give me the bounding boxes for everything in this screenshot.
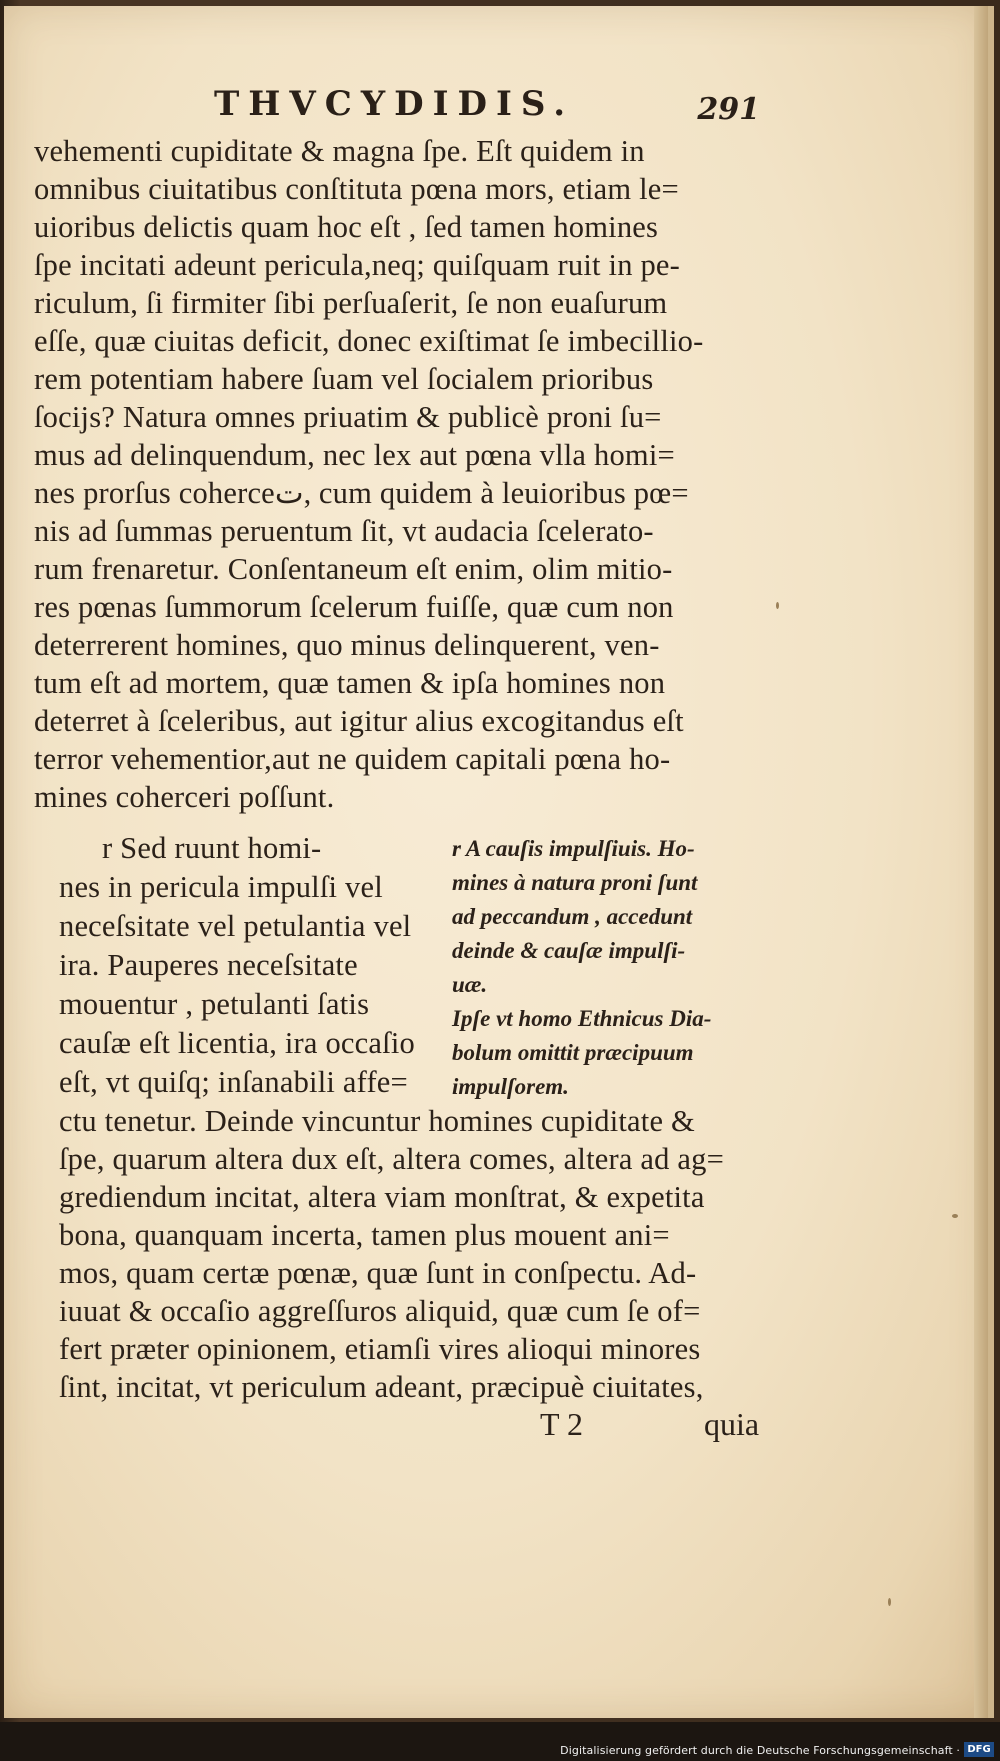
marginal-note-line: mines à natura proni ſunt [452, 870, 698, 895]
digitization-credit: Digitalisierung gefördert durch die Deutsche Forschungsgemeinschaft · [560, 1744, 960, 1757]
split-line: r Sed ruunt homi- [102, 831, 322, 865]
marginal-note-line: bolum omittit præcipuum [452, 1040, 694, 1065]
text-line: uioribus delictis quam hoc eſt , ſed tamen homines [34, 210, 659, 244]
page-number: 291 [697, 92, 760, 127]
split-line: eſt, vt quiſq; inſanabili affe= [59, 1065, 408, 1099]
running-title: THVCYDIDIS. [214, 84, 575, 124]
split-line: ira. Pauperes neceſsitate [59, 948, 358, 982]
split-line: mouentur , petulanti ſatis [59, 987, 370, 1021]
text-line: ſpe incitati adeunt pericula,neq; quiſquam ruit in pe- [34, 248, 681, 282]
paper-speck [888, 1598, 891, 1606]
text-line: eſſe, quæ ciuitas deficit, donec exiſtimat ſe imbecillio- [34, 324, 704, 358]
paper-speck [776, 602, 779, 609]
marginal-note-line: Ipſe vt homo Ethnicus Dia- [452, 1006, 712, 1031]
text-line: terror vehementior,aut ne quidem capitali pœna ho- [34, 742, 671, 776]
text-line: res pœnas ſummorum ſcelerum fuiſſe, quæ cum non [34, 590, 674, 624]
dfg-logo: DFG [964, 1742, 994, 1757]
paper-speck [952, 1214, 958, 1218]
signature-mark: T 2 [540, 1406, 583, 1442]
text-line: bona, quanquam incerta, tamen plus mouent ani= [59, 1218, 670, 1252]
text-line: iuuat & occaſio aggreſſuros aliquid, quæ cum ſe of= [59, 1294, 701, 1328]
text-line: deterret à ſceleribus, aut igitur alius excogitandus eſt [34, 704, 684, 738]
marginal-note-line: deinde & cauſæ impulſi- [452, 938, 686, 963]
split-line: neceſsitate vel petulantia vel [59, 909, 412, 943]
catchword: quia [704, 1406, 760, 1442]
text-line: nis ad ſummas peruentum ſit, vt audacia ſcelerato- [34, 514, 654, 548]
text-line: ctu tenetur. Deinde vincuntur homines cupiditate & [59, 1104, 695, 1138]
text-line: vehementi cupiditate & magna ſpe. Eſt quidem in [34, 134, 645, 168]
text-line: rum frenaretur. Conſentaneum eſt enim, olim mitio- [34, 552, 673, 586]
split-line: nes in pericula impulſi vel [59, 870, 383, 904]
marginal-note-line: uæ. [452, 972, 488, 997]
marginal-note-line: ad peccandum , accedunt [452, 904, 693, 929]
marginal-note-line: impulſorem. [452, 1074, 569, 1099]
text-line: nes prorſus coherceت, cum quidem à leuioribus pœ= [34, 476, 689, 510]
split-line: cauſæ eſt licentia, ira occaſio [59, 1026, 415, 1060]
text-line: riculum, ſi firmiter ſibi perſuaſerit, ſe non euaſurum [34, 286, 668, 320]
text-line: mines coherceri poſſunt. [34, 780, 335, 814]
text-line: mos, quam certæ pœnæ, quæ ſunt in conſpectu. Ad- [59, 1256, 697, 1290]
text-line: ſocijs? Natura omnes priuatim & publicè proni ſu= [34, 400, 662, 434]
text-line: ſint, incitat, vt periculum adeant, præcipuè ciuitates, [59, 1370, 704, 1404]
text-line: ſpe, quarum altera dux eſt, altera comes, altera ad ag= [59, 1142, 725, 1176]
text-line: rem potentiam habere ſuam vel ſocialem prioribus [34, 362, 654, 396]
text-line: fert præter opinionem, etiamſi vires alioqui minores [59, 1332, 701, 1366]
text-line: omnibus ciuitatibus conſtituta pœna mors, etiam le= [34, 172, 679, 206]
text-line: deterrerent homines, quo minus delinquerent, ven- [34, 628, 660, 662]
book-page [4, 6, 994, 1718]
marginal-note-line: r A cauſis impulſiuis. Ho- [452, 836, 695, 861]
text-line: grediendum incitat, altera viam monſtrat, & expetita [59, 1180, 705, 1214]
page-edge [974, 6, 988, 1718]
text-line: tum eſt ad mortem, quæ tamen & ipſa homines non [34, 666, 666, 700]
text-line: mus ad delinquendum, nec lex aut pœna vlla homi= [34, 438, 675, 472]
